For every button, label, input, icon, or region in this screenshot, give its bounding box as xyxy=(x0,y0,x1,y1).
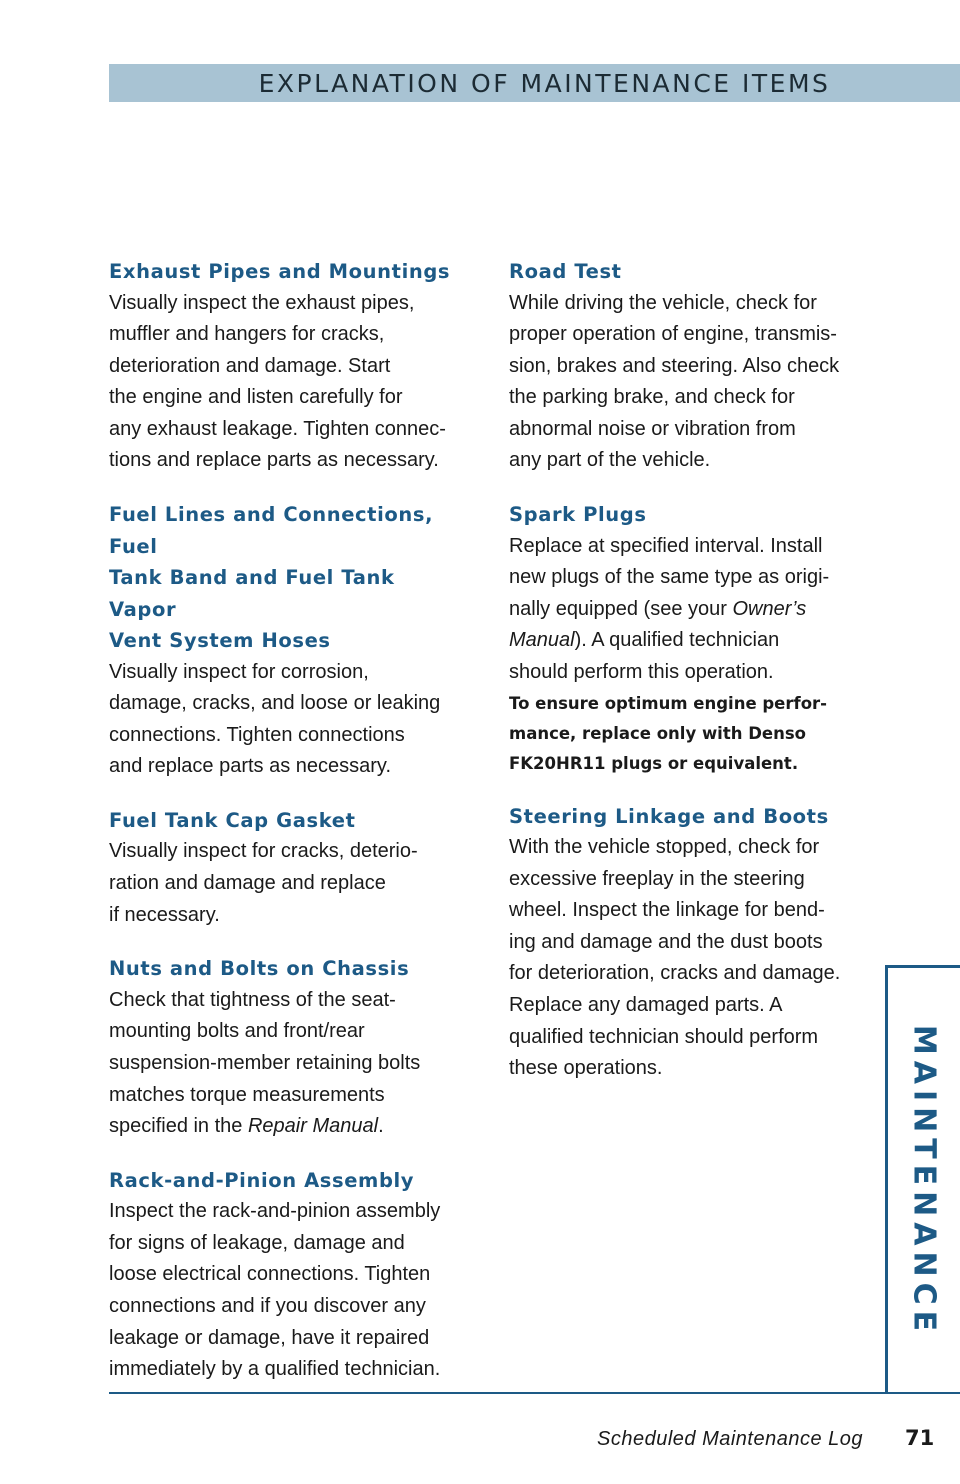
body-line: Replace at specified interval. Install xyxy=(509,534,823,557)
section-heading: Road Test xyxy=(509,260,622,283)
body-line: matches torque measurements xyxy=(109,1083,385,1106)
section-steering-linkage xyxy=(509,801,859,1085)
body-line: abnormal noise or vibration from xyxy=(509,417,796,440)
body-line: the parking brake, and check for xyxy=(509,386,795,409)
section-fuel-lines xyxy=(109,499,459,783)
body-line: While driving the vehicle, check for xyxy=(509,291,817,314)
body-text: nally equipped (see your xyxy=(509,597,733,620)
body-line: deterioration and damage. Start xyxy=(109,354,391,377)
section-road-test xyxy=(509,256,859,477)
body-line: mounting bolts and front/rear xyxy=(109,1020,365,1043)
body-line: if necessary. xyxy=(109,903,220,926)
body-line: damage, cracks, and loose or leaking xyxy=(109,692,441,715)
body-line: Visually inspect for corrosion, xyxy=(109,660,369,683)
section-heading: Fuel Lines and Connections, Fuel xyxy=(109,503,434,558)
body-line: connections. Tighten connections xyxy=(109,723,405,746)
maintenance-side-tab xyxy=(885,965,960,1393)
section-heading: Steering Linkage and Boots xyxy=(509,804,829,828)
section-heading: Spark Plugs xyxy=(509,503,647,527)
body-line: immediately by a qualified technician. xyxy=(109,1358,441,1381)
right-column xyxy=(509,256,859,1107)
body-line: and replace parts as necessary. xyxy=(109,755,392,778)
body-line xyxy=(509,594,859,626)
section-heading: Tank Band and Fuel Tank Vapor xyxy=(109,566,395,621)
body-line: With the vehicle stopped, check for xyxy=(509,836,820,859)
body-line: ing and damage and the dust boots xyxy=(509,930,823,953)
body-line: any exhaust leakage. Tighten connec- xyxy=(109,417,446,440)
body-line: any part of the vehicle. xyxy=(509,449,711,472)
body-line: Check that tightness of the seat- xyxy=(109,988,396,1011)
section-heading: Rack-and-Pinion Assembly xyxy=(109,1168,415,1192)
section-heading: Fuel Tank Cap Gasket xyxy=(109,808,356,832)
body-line: the engine and listen carefully for xyxy=(109,386,403,409)
body-line: new plugs of the same type as origi- xyxy=(509,566,830,589)
section-spark-plugs xyxy=(509,499,859,778)
section-exhaust-pipes xyxy=(109,256,459,477)
section-nuts-bolts xyxy=(109,953,459,1142)
body-line: Visually inspect the exhaust pipes, xyxy=(109,291,415,314)
spark-plug-note xyxy=(509,689,859,779)
manual-reference: Manual xyxy=(509,629,575,652)
body-line: Replace any damaged parts. A xyxy=(509,994,783,1016)
body-line: loose electrical connections. Tighten xyxy=(109,1263,431,1286)
body-text: . xyxy=(378,1115,384,1138)
body-line: proper operation of engine, transmis- xyxy=(509,323,837,346)
side-tab-label: MAINTENANCE xyxy=(906,1024,942,1337)
footer-title: Scheduled Maintenance Log xyxy=(597,1428,864,1450)
note-line: To ensure optimum engine perfor- xyxy=(509,693,828,713)
body-line: for signs of leakage, damage and xyxy=(109,1231,405,1254)
section-heading: Exhaust Pipes and Mountings xyxy=(109,260,451,283)
body-line: tions and replace parts as necessary. xyxy=(109,449,439,472)
section-header-bar xyxy=(109,64,960,102)
body-line: Visually inspect for cracks, deterio- xyxy=(109,840,418,863)
body-line: excessive freeplay in the steering xyxy=(509,867,805,890)
body-text: ). A qualified technician xyxy=(574,629,780,652)
section-heading: Vent System Hoses xyxy=(109,629,331,653)
footer-divider xyxy=(109,1392,960,1394)
left-column xyxy=(109,256,459,1408)
body-line: muffler and hangers for cracks, xyxy=(109,323,385,346)
body-text: specified in the xyxy=(109,1115,248,1138)
body-line xyxy=(509,625,859,657)
body-line: leakage or damage, have it repaired xyxy=(109,1326,430,1349)
note-line: mance, replace only with Denso xyxy=(509,723,807,743)
body-line: qualified technician should perform xyxy=(509,1025,819,1048)
body-line: sion, brakes and steering. Also check xyxy=(509,354,840,377)
section-header-title: EXPLANATION OF MAINTENANCE ITEMS xyxy=(258,68,831,98)
body-line xyxy=(109,1111,459,1143)
body-line: should perform this operation. xyxy=(509,660,774,683)
body-line: these operations. xyxy=(509,1057,663,1080)
note-line: FK20HR11 plugs or equivalent. xyxy=(509,753,799,773)
section-heading: Nuts and Bolts on Chassis xyxy=(109,957,410,981)
body-line: ration and damage and replace xyxy=(109,872,386,895)
body-line: Inspect the rack-and-pinion assembly xyxy=(109,1200,441,1223)
manual-reference: Owner’s xyxy=(732,597,807,620)
page-number: 71 xyxy=(905,1426,935,1450)
body-line: wheel. Inspect the linkage for bend- xyxy=(509,899,825,922)
section-fuel-tank-cap xyxy=(109,805,459,931)
manual-reference: Repair Manual xyxy=(247,1115,379,1138)
section-rack-pinion xyxy=(109,1165,459,1386)
body-line: connections and if you discover any xyxy=(109,1294,426,1317)
body-line: suspension-member retaining bolts xyxy=(109,1051,421,1074)
body-line: for deterioration, cracks and damage. xyxy=(509,962,841,985)
